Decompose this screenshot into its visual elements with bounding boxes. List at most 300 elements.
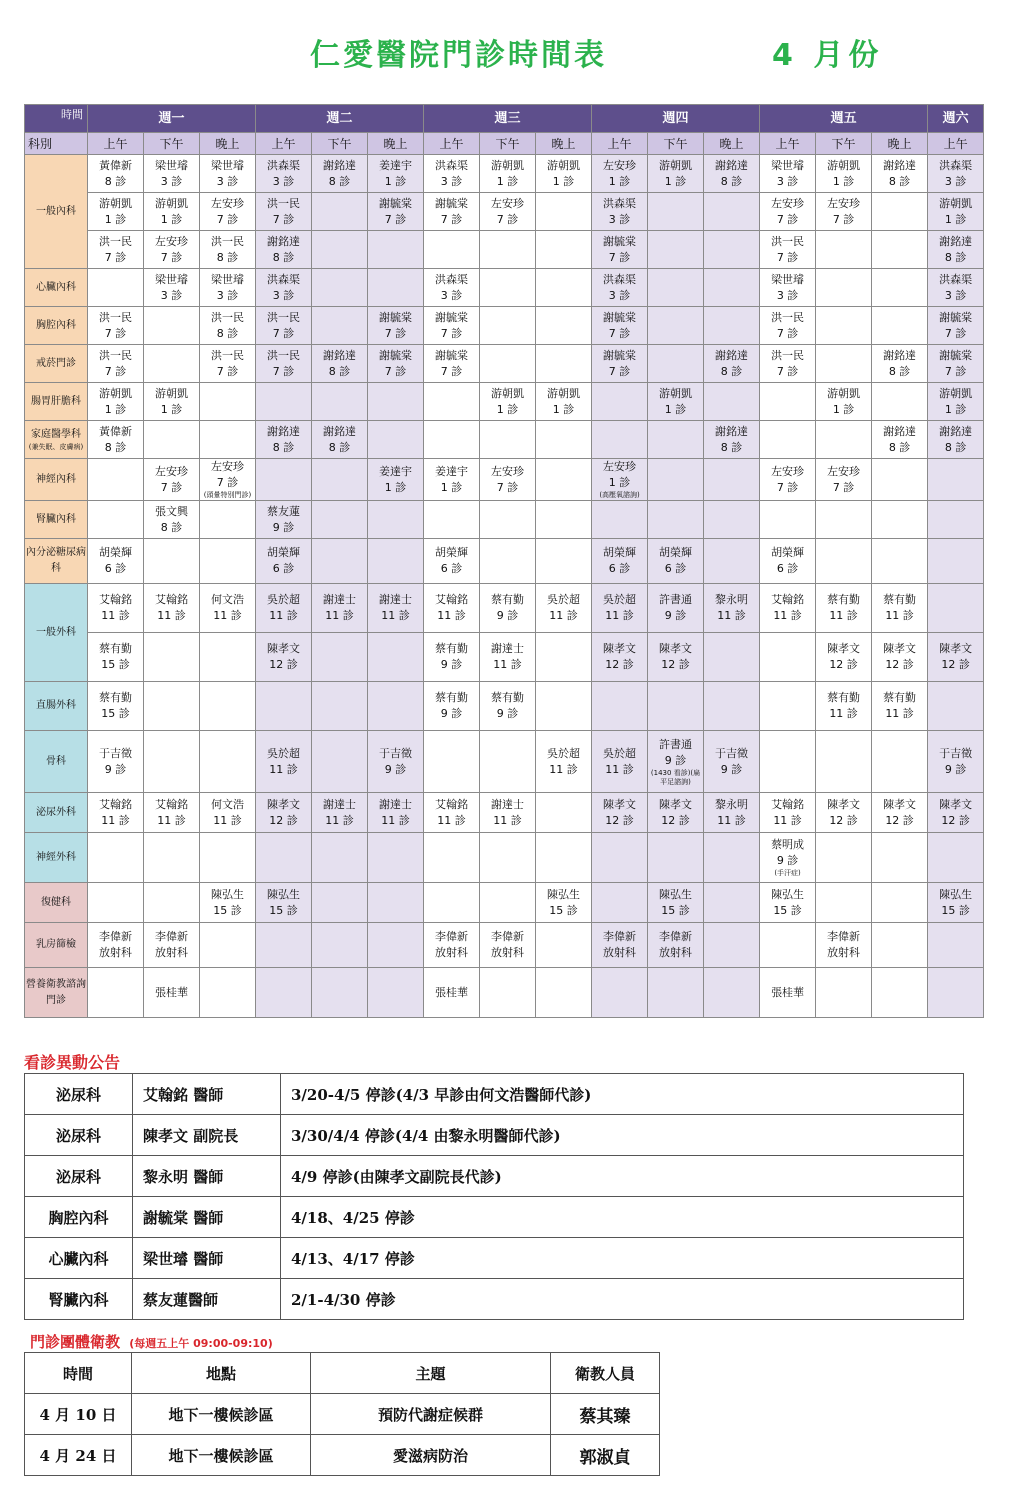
schedule-cell: [648, 193, 704, 231]
department-label: [25, 682, 88, 731]
schedule-cell: [928, 682, 984, 731]
schedule-cell: [480, 345, 536, 383]
doctor-name: 胡榮輝: [435, 546, 469, 559]
schedule-cell: [872, 633, 928, 682]
room-number: 3 診: [160, 288, 183, 302]
schedule-row: [25, 459, 984, 501]
schedule-cell: [200, 501, 256, 539]
doctor-name: 游朝凱: [155, 196, 188, 210]
doctor-name: 謝達士: [379, 593, 413, 606]
schedule-cell: [312, 383, 368, 421]
room-number: 11 診: [885, 707, 914, 720]
education-cell: 4 月 24 日: [25, 1435, 132, 1476]
schedule-row: [25, 269, 984, 307]
doctor-name: 謝毓棠: [603, 234, 637, 248]
schedule-cell: [480, 459, 536, 501]
schedule-cell: [368, 269, 424, 307]
room-number: 8 診: [888, 364, 911, 378]
schedule-cell: [200, 459, 256, 501]
schedule-cell: [256, 923, 312, 968]
room-number: 1 診: [160, 402, 183, 416]
education-cell: 蔡其臻: [551, 1394, 660, 1435]
room-number: 1 診: [832, 402, 855, 416]
department-name: 家庭醫學科: [31, 429, 81, 440]
room-number: 11 診: [605, 609, 634, 622]
room-number: 11 診: [605, 762, 634, 776]
notice-dept: 泌尿科: [25, 1156, 133, 1197]
doctor-name: 洪森渠: [267, 272, 301, 286]
schedule-row: [25, 793, 984, 833]
room-number: 6 診: [104, 562, 127, 575]
schedule-row: [25, 501, 984, 539]
schedule-cell: [312, 345, 368, 383]
session-header: 下午: [312, 133, 368, 155]
doctor-name: 洪一民: [267, 348, 301, 362]
doctor-name: 陳孝文: [883, 642, 917, 655]
education-row: [25, 1394, 660, 1435]
schedule-cell: [536, 383, 592, 421]
doctor-name: 謝毓棠: [939, 348, 973, 362]
room-number: 8 診: [272, 250, 295, 264]
room-number: 6 診: [664, 562, 687, 575]
doctor-name: 胡榮輝: [603, 546, 637, 559]
schedule-cell: [760, 383, 816, 421]
schedule-cell: [760, 501, 816, 539]
doctor-name: 陳孝文: [827, 642, 861, 655]
schedule-cell: [760, 584, 816, 633]
education-header: 主題: [311, 1353, 551, 1394]
department-label: [25, 501, 88, 539]
schedule-cell: [88, 968, 144, 1018]
room-number: 3 診: [216, 174, 239, 188]
schedule-cell: [704, 923, 760, 968]
doctor-name: 謝達士: [491, 642, 525, 655]
schedule-cell: [424, 307, 480, 345]
room-number: 放射科: [491, 946, 525, 959]
schedule-cell: [592, 231, 648, 269]
schedule-row: [25, 833, 984, 883]
notice-dept: 泌尿科: [25, 1074, 133, 1115]
schedule-cell: [312, 633, 368, 682]
schedule-cell: [424, 501, 480, 539]
schedule-cell: [368, 833, 424, 883]
room-number: 1 診: [160, 212, 183, 226]
schedule-cell: [256, 883, 312, 923]
room-number: 11 診: [325, 609, 354, 622]
room-number: 9 診: [776, 854, 799, 867]
doctor-name: 吳於超: [603, 746, 637, 760]
schedule-cell: [648, 231, 704, 269]
doctor-name: 李偉新: [435, 930, 469, 943]
schedule-cell: [704, 421, 760, 459]
schedule-cell: [704, 307, 760, 345]
schedule-cell: [368, 307, 424, 345]
room-number: 放射科: [155, 946, 188, 959]
room-number: 6 診: [608, 562, 631, 575]
doctor-name: 左安珍: [155, 464, 188, 478]
doctor-name: 陳孝文: [883, 797, 917, 811]
schedule-cell: [928, 793, 984, 833]
doctor-name: 何文浩: [211, 593, 244, 606]
schedule-cell: [816, 459, 872, 501]
room-number: 7 診: [776, 212, 799, 226]
schedule-cell: [536, 307, 592, 345]
department-name: 內分泌糖尿病科: [26, 547, 86, 574]
schedule-cell: [144, 421, 200, 459]
schedule-cell: [256, 584, 312, 633]
session-header: 上午: [424, 133, 480, 155]
schedule-cell: [312, 883, 368, 923]
doctor-name: 謝銘達: [323, 424, 357, 438]
schedule-cell: [88, 539, 144, 584]
room-number: 1 診: [832, 174, 855, 188]
schedule-cell: [704, 682, 760, 731]
schedule-cell: [872, 231, 928, 269]
schedule-cell: [480, 193, 536, 231]
day-header: 週三: [424, 105, 592, 133]
schedule-cell: [760, 307, 816, 345]
schedule-cell: [648, 539, 704, 584]
schedule-cell: [144, 501, 200, 539]
schedule-cell: [256, 539, 312, 584]
schedule-cell: [816, 155, 872, 193]
room-number: 12 診: [829, 813, 858, 827]
schedule-cell: [256, 345, 312, 383]
schedule-table: [24, 104, 984, 1018]
schedule-cell: [592, 193, 648, 231]
schedule-cell: [200, 269, 256, 307]
schedule-cell: [872, 539, 928, 584]
room-number: 11 診: [325, 813, 354, 827]
schedule-cell: [368, 682, 424, 731]
schedule-row: [25, 193, 984, 231]
schedule-cell: [704, 345, 760, 383]
notice-note: 4/18、4/25 停診: [281, 1197, 964, 1238]
schedule-cell: [704, 501, 760, 539]
schedule-cell: [368, 155, 424, 193]
schedule-cell: [88, 584, 144, 633]
schedule-row: [25, 231, 984, 269]
schedule-row: [25, 584, 984, 633]
schedule-cell: [144, 307, 200, 345]
doctor-name: 陳孝文: [827, 797, 861, 811]
schedule-cell: [704, 833, 760, 883]
schedule-cell: [312, 459, 368, 501]
schedule-cell: [424, 682, 480, 731]
doctor-name: 蔡有勤: [491, 691, 525, 704]
schedule-cell: [704, 968, 760, 1018]
schedule-cell: [480, 682, 536, 731]
schedule-cell: [928, 307, 984, 345]
schedule-row: [25, 155, 984, 193]
doctor-name: 謝毓棠: [435, 310, 469, 324]
room-number: 8 診: [216, 250, 239, 264]
doctor-name: 謝達士: [379, 797, 413, 811]
schedule-cell: [200, 883, 256, 923]
room-number: 11 診: [829, 609, 858, 622]
schedule-cell: [704, 155, 760, 193]
schedule-cell: [200, 682, 256, 731]
schedule-cell: [424, 383, 480, 421]
doctor-name: 姜達宇: [435, 464, 469, 478]
education-subtitle: (每週五上午 09:00-09:10): [129, 1337, 273, 1350]
schedule-cell: [144, 345, 200, 383]
room-number: 7 診: [272, 364, 295, 378]
schedule-cell: [200, 231, 256, 269]
schedule-cell: [312, 793, 368, 833]
room-number: 1 診: [664, 402, 687, 416]
room-number: 12 診: [605, 813, 634, 827]
schedule-cell: [200, 923, 256, 968]
schedule-cell: [592, 459, 648, 501]
notice-dept: 腎臟內科: [25, 1279, 133, 1320]
department-name: 骨科: [46, 755, 66, 767]
schedule-cell: [312, 269, 368, 307]
doctor-name: 陳弘生: [659, 887, 693, 901]
room-number: 1 診: [944, 212, 967, 226]
room-number: 11 診: [269, 609, 298, 622]
department-label: [25, 968, 88, 1018]
room-number: 放射科: [603, 946, 637, 959]
schedule-cell: [872, 459, 928, 501]
doctor-name: 李偉新: [827, 930, 861, 943]
schedule-cell: [480, 307, 536, 345]
doctor-name: 胡榮輝: [659, 546, 693, 559]
doctor-name: 陳孝文: [659, 797, 693, 811]
schedule-cell: [648, 833, 704, 883]
schedule-cell: [704, 883, 760, 923]
schedule-cell: [424, 584, 480, 633]
room-number: 放射科: [659, 946, 693, 959]
room-number: 11 診: [381, 609, 410, 622]
schedule-row: [25, 682, 984, 731]
department-name: 心臟內科: [36, 281, 76, 293]
doctor-name: 梁世璿: [211, 272, 244, 286]
room-number: 7 診: [776, 326, 799, 340]
doctor-name: 謝銘達: [715, 424, 749, 438]
schedule-cell: [928, 883, 984, 923]
schedule-cell: [312, 968, 368, 1018]
schedule-cell: [872, 793, 928, 833]
doctor-name: 洪森渠: [939, 272, 973, 286]
doctor-name: 艾翰銘: [435, 797, 469, 811]
doctor-name: 許書通: [659, 737, 693, 751]
department-name: 一般內科: [36, 205, 76, 217]
doctor-name: 謝銘達: [883, 348, 917, 362]
notice-dept: 心臟內科: [25, 1238, 133, 1279]
schedule-cell: [200, 539, 256, 584]
schedule-cell: [424, 459, 480, 501]
department-label: [25, 155, 88, 269]
schedule-cell: [592, 307, 648, 345]
room-number: 12 診: [941, 658, 970, 671]
session-header: 上午: [928, 133, 984, 155]
schedule-cell: [760, 269, 816, 307]
department-name: 泌尿外科: [36, 806, 76, 818]
doctor-name: 游朝凱: [491, 386, 525, 400]
doctor-name: 游朝凱: [827, 158, 861, 172]
room-number: 11 診: [101, 609, 130, 622]
room-number: 3 診: [776, 288, 799, 302]
room-number: 9 診: [496, 707, 519, 720]
doctor-name: 艾翰銘: [99, 797, 132, 811]
schedule-cell: [200, 345, 256, 383]
schedule-cell: [480, 833, 536, 883]
schedule-cell: [592, 501, 648, 539]
schedule-cell: [424, 731, 480, 793]
doctor-name: 謝銘達: [939, 234, 973, 248]
doctor-name: 洪一民: [267, 196, 301, 210]
notice-dept: 胸腔內科: [25, 1197, 133, 1238]
day-header: 週一: [88, 105, 256, 133]
schedule-cell: [872, 307, 928, 345]
room-number: 11 診: [885, 609, 914, 622]
schedule-row: [25, 345, 984, 383]
schedule-cell: [928, 269, 984, 307]
room-number: 12 診: [941, 813, 970, 827]
schedule-cell: [760, 793, 816, 833]
doctor-name: 洪一民: [211, 348, 244, 362]
session-header: 下午: [480, 133, 536, 155]
doctor-name: 謝毓棠: [603, 348, 637, 362]
notice-doctor: 梁世璿 醫師: [133, 1238, 281, 1279]
schedule-cell: [312, 155, 368, 193]
schedule-cell: [536, 731, 592, 793]
doctor-name: 游朝凱: [99, 386, 132, 400]
schedule-cell: [928, 833, 984, 883]
room-number: 3 診: [272, 288, 295, 302]
schedule-cell: [480, 539, 536, 584]
doctor-name: 游朝凱: [155, 386, 188, 400]
education-cell: 愛滋病防治: [311, 1435, 551, 1476]
room-number: 1 診: [104, 402, 127, 416]
room-number: 7 診: [440, 364, 463, 378]
room-number: 9 診: [664, 609, 687, 622]
room-number: 11 診: [437, 609, 466, 622]
schedule-cell: [88, 231, 144, 269]
room-number: 15 診: [549, 903, 578, 917]
header-corner: [25, 105, 88, 133]
schedule-cell: [424, 269, 480, 307]
schedule-cell: [816, 883, 872, 923]
room-number: 8 診: [720, 364, 743, 378]
schedule-cell: [200, 731, 256, 793]
schedule-cell: [648, 793, 704, 833]
session-header: 上午: [256, 133, 312, 155]
room-number: 11 診: [437, 813, 466, 827]
schedule-cell: [368, 923, 424, 968]
schedule-cell: [480, 633, 536, 682]
doctor-name: 姜達宇: [379, 158, 413, 172]
room-number: 7 診: [440, 326, 463, 340]
doctor-name: 左安珍: [211, 196, 244, 210]
schedule-cell: [928, 345, 984, 383]
schedule-cell: [872, 383, 928, 421]
schedule-cell: [648, 459, 704, 501]
schedule-cell: [312, 539, 368, 584]
doctor-name: 艾翰銘: [155, 593, 188, 606]
day-header: 週六: [928, 105, 984, 133]
notice-row: [25, 1115, 964, 1156]
schedule-cell: [872, 421, 928, 459]
schedule-cell: [424, 193, 480, 231]
schedule-cell: [144, 731, 200, 793]
education-header: 時間: [25, 1353, 132, 1394]
schedule-cell: [88, 155, 144, 193]
schedule-cell: [872, 501, 928, 539]
room-number: 1 診: [944, 402, 967, 416]
notice-note: 3/20-4/5 停診(4/3 早診由何文浩醫師代診): [281, 1074, 964, 1115]
schedule-cell: [368, 501, 424, 539]
doctor-name: 蔡有勤: [435, 642, 469, 655]
room-number: 11 診: [493, 658, 522, 671]
schedule-cell: [704, 383, 760, 421]
education-header: 衛教人員: [551, 1353, 660, 1394]
room-number: 8 診: [160, 520, 183, 534]
schedule-cell: [816, 307, 872, 345]
room-number: 8 診: [944, 440, 967, 454]
room-number: 7 診: [216, 476, 239, 489]
schedule-cell: [536, 923, 592, 968]
schedule-cell: [200, 155, 256, 193]
room-number: 11 診: [157, 609, 186, 622]
doctor-name: 黃偉新: [99, 424, 132, 438]
doctor-name: 洪森渠: [603, 196, 637, 210]
schedule-cell: [704, 539, 760, 584]
doctor-name: 洪一民: [771, 234, 805, 248]
schedule-cell: [760, 421, 816, 459]
schedule-cell: [144, 539, 200, 584]
schedule-cell: [928, 633, 984, 682]
room-number: 1 診: [608, 476, 631, 489]
schedule-cell: [200, 421, 256, 459]
education-table: [24, 1352, 660, 1476]
education-cell: 郭淑貞: [551, 1435, 660, 1476]
doctor-name: 謝銘達: [323, 158, 357, 172]
room-number: 6 診: [272, 562, 295, 575]
schedule-cell: [648, 269, 704, 307]
schedule-cell: [872, 968, 928, 1018]
room-number: 12 診: [605, 658, 634, 671]
room-number: 11 診: [773, 609, 802, 622]
schedule-cell: [424, 968, 480, 1018]
room-number: 9 診: [384, 762, 407, 776]
doctor-name: 蔡明成: [771, 838, 805, 851]
doctor-name: 艾翰銘: [99, 593, 132, 606]
room-number: 8 診: [328, 364, 351, 378]
doctor-name: 胡榮輝: [771, 546, 805, 559]
doctor-name: 陳弘生: [771, 887, 805, 901]
schedule-cell: [480, 501, 536, 539]
doctor-name: 左安珍: [771, 464, 805, 478]
doctor-name: 洪一民: [771, 348, 805, 362]
doctor-name: 洪一民: [99, 310, 132, 324]
schedule-cell: [144, 883, 200, 923]
room-number: 1 診: [664, 174, 687, 188]
room-number: 放射科: [435, 946, 469, 959]
doctor-name: 吳於超: [267, 746, 301, 760]
schedule-cell: [592, 883, 648, 923]
doctor-name: 洪一民: [771, 310, 805, 324]
schedule-cell: [928, 155, 984, 193]
schedule-cell: [144, 793, 200, 833]
schedule-cell: [816, 231, 872, 269]
schedule-cell: [88, 193, 144, 231]
schedule-cell: [536, 459, 592, 501]
schedule-cell: [648, 682, 704, 731]
department-label: [25, 793, 88, 833]
doctor-name: 陳孝文: [603, 797, 637, 811]
